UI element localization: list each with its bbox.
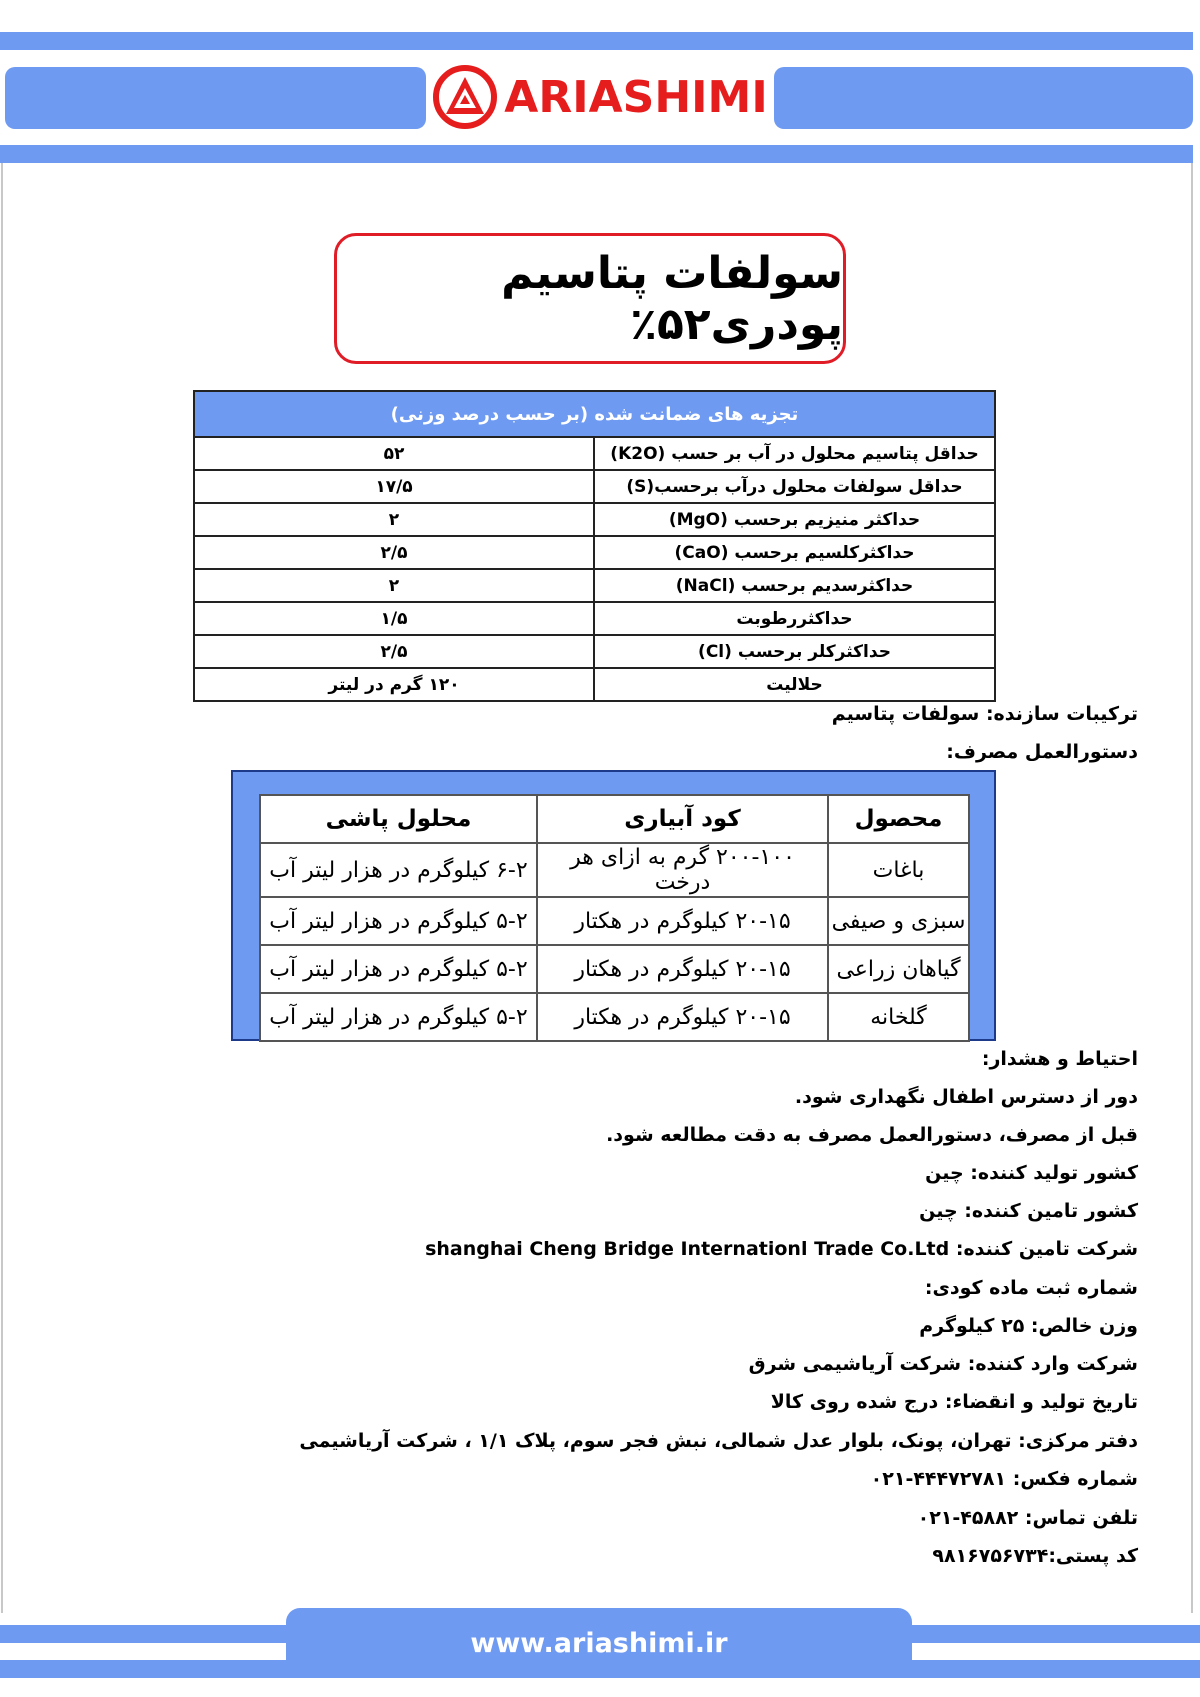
- table-row: [194, 503, 995, 536]
- usage-title: دستورالعمل مصرف:: [946, 741, 1138, 763]
- usage-table: [259, 794, 970, 1042]
- analysis-value: ۲/۵: [194, 635, 594, 668]
- usage-cell: ۲۰-۱۵ کیلوگرم در هکتار: [537, 945, 828, 993]
- table-row: [194, 668, 995, 701]
- header-panel-left: [5, 67, 426, 129]
- info-line: شماره فکس: ۴۴۴۷۲۷۸۱-۰۲۱: [870, 1468, 1138, 1490]
- table-row: [194, 437, 995, 470]
- info-line: تلفن تماس: ۴۵۸۸۲-۰۲۱: [917, 1507, 1138, 1529]
- page-title: سولفات پتاسیم پودری۵۲٪: [501, 247, 843, 350]
- website-link[interactable]: www.ariashimi.ir: [470, 1627, 728, 1659]
- table-row: [194, 635, 995, 668]
- info-line: شماره ثبت ماده کودی:: [924, 1277, 1138, 1299]
- analysis-key: حداکثرسدیم برحسب (NaCl): [594, 569, 995, 602]
- analysis-header: تجزیه های ضمانت شده (بر حسب درصد وزنی): [194, 391, 995, 437]
- analysis-key: حداکثرکلر برحسب (Cl): [594, 635, 995, 668]
- analysis-value: ۱۲۰ گرم در لیتر: [194, 668, 594, 701]
- usage-table-panel: [231, 770, 996, 1041]
- table-row: [194, 602, 995, 635]
- usage-cell: ۵-۲ کیلوگرم در هزار لیتر آب: [260, 945, 537, 993]
- analysis-key: حداکثرکلسیم برحسب (CaO): [594, 536, 995, 569]
- logo-text: ARIASHIMI: [504, 71, 768, 123]
- footer-tab: [286, 1608, 912, 1678]
- analysis-value: ۱/۵: [194, 602, 594, 635]
- logo: [426, 57, 774, 137]
- table-row: [260, 897, 969, 945]
- usage-cell: ۵-۲ کیلوگرم در هزار لیتر آب: [260, 993, 537, 1041]
- info-line: کشور تامین کننده: چین: [919, 1200, 1138, 1222]
- usage-header-foliar: محلول پاشی: [260, 795, 537, 843]
- title-box: [334, 233, 846, 364]
- usage-cell: باغات: [828, 843, 969, 897]
- warning-title: احتیاط و هشدار:: [981, 1048, 1138, 1070]
- header-panel-right: [774, 67, 1193, 129]
- analysis-value: ۲/۵: [194, 536, 594, 569]
- table-row: [260, 945, 969, 993]
- usage-cell: گیاهان زراعی: [828, 945, 969, 993]
- analysis-value: ۵۲: [194, 437, 594, 470]
- usage-cell: ۶-۲ کیلوگرم در هزار لیتر آب: [260, 843, 537, 897]
- usage-cell: سبزی و صیفی: [828, 897, 969, 945]
- table-row: [260, 993, 969, 1041]
- info-line: دفتر مرکزی: تهران، پونک، بلوار عدل شمالی، نبش فجر سوم، پلاک ۱/۱ ، شرکت آریاشیمی: [299, 1430, 1138, 1452]
- info-line: شرکت تامین کننده: shanghai Cheng Bridge Internationl Trade Co.Ltd: [425, 1238, 1138, 1260]
- analysis-value: ۲: [194, 503, 594, 536]
- usage-header-product: محصول: [828, 795, 969, 843]
- analysis-key: حداکثررطوبت: [594, 602, 995, 635]
- table-row: [194, 569, 995, 602]
- usage-cell: ۵-۲ کیلوگرم در هزار لیتر آب: [260, 897, 537, 945]
- analysis-key: حداقل پتاسیم محلول در آب بر حسب (K2O): [594, 437, 995, 470]
- analysis-value: ۲: [194, 569, 594, 602]
- info-line: قبل از مصرف، دستورالعمل مصرف به دقت مطالعه شود.: [606, 1124, 1138, 1146]
- info-line: کشور تولید کننده: چین: [925, 1162, 1138, 1184]
- info-line: وزن خالص: ۲۵ کیلوگرم: [919, 1315, 1138, 1337]
- table-row: [194, 536, 995, 569]
- analysis-table: [193, 390, 996, 702]
- usage-cell: ۲۰-۱۵ کیلوگرم در هکتار: [537, 897, 828, 945]
- analysis-key: حداکثر منیزیم برحسب (MgO): [594, 503, 995, 536]
- frame-left: [1, 163, 3, 1613]
- analysis-header-row: [194, 391, 995, 437]
- info-line: کد پستی:۹۸۱۶۷۵۶۷۳۴: [932, 1545, 1138, 1567]
- table-row: [194, 470, 995, 503]
- info-line: دور از دسترس اطفال نگهداری شود.: [794, 1086, 1138, 1108]
- info-line: شرکت وارد کننده: شرکت آریاشیمی شرق: [748, 1353, 1138, 1375]
- usage-cell: ۲۰۰-۱۰۰ گرم به ازای هر درخت: [537, 843, 828, 897]
- usage-header-row: [260, 795, 969, 843]
- analysis-key: حداقل سولفات محلول درآب برحسب(S): [594, 470, 995, 503]
- ariashimi-logo-icon: [432, 64, 498, 130]
- composition-line: ترکیبات سازنده: سولفات پتاسیم: [831, 703, 1138, 725]
- frame-right: [1191, 163, 1193, 1613]
- usage-header-fertigation: کود آبیاری: [537, 795, 828, 843]
- top-band: [0, 32, 1193, 50]
- table-row: [260, 843, 969, 897]
- analysis-value: ۱۷/۵: [194, 470, 594, 503]
- usage-cell: گلخانه: [828, 993, 969, 1041]
- info-line: تاریخ تولید و انقضاء: درج شده روی کالا: [770, 1391, 1138, 1413]
- analysis-key: حلالیت: [594, 668, 995, 701]
- header-band-bottom: [0, 145, 1193, 163]
- usage-cell: ۲۰-۱۵ کیلوگرم در هکتار: [537, 993, 828, 1041]
